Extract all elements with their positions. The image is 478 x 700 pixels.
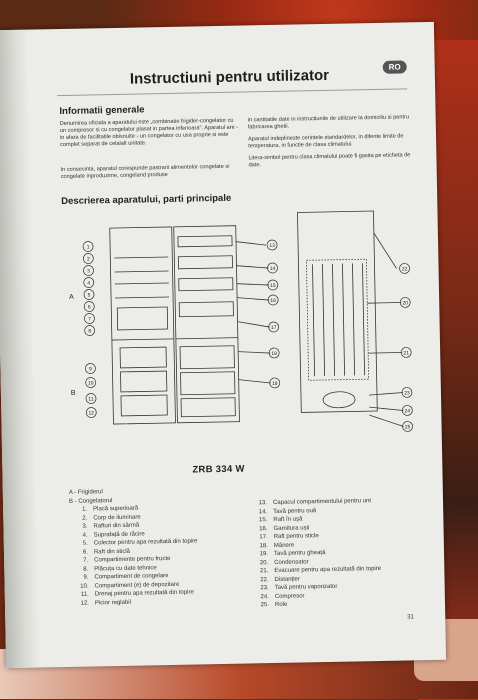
general-info-left-p2: In consecinta, aparatul corespunde pastrarii alimentelor congelate si congelate inproduzime, congeland produse: [60, 163, 230, 181]
model-number: ZRB 334 W: [192, 463, 245, 476]
manual-page: [0, 22, 446, 668]
legend-category-a: A - Frigiderul: [68, 489, 103, 496]
legend-item-number: 1.: [82, 506, 88, 513]
legend-item-label: Compartimente pentru fructe: [94, 555, 171, 564]
callout-12: 12: [88, 410, 95, 417]
legend-item-label: Drenaj pentru apa rezultată din topire: [94, 589, 194, 598]
legend-item-number: 10.: [80, 583, 89, 590]
legend-item-number: 17.: [259, 534, 268, 541]
legend-item-label: Distanțier: [274, 576, 300, 583]
general-info-right-p3: Litera-simbol pentru clasa climatului poate fi gasita pe eticheta de date.: [248, 152, 411, 169]
callout-14: 14: [269, 265, 276, 273]
legend-left: [69, 486, 199, 607]
legend-item-number: 5.: [82, 540, 88, 547]
callout-5: 5: [87, 292, 91, 299]
general-info-left-p1: Denumirea oficiala a aparatului este „combinatie frigider-congelator cu un compresor si cu congelator plasat in partea inferioara". Aparatul are - in afara de facilitatile obisnuite - un congelator cu usa proprie si este complet separat de celalalt unitate.: [59, 117, 239, 149]
legend-item-label: Colector pentru apa rezultată din topire: [93, 538, 198, 547]
legend-item-label: Rafturi din sârmă: [93, 522, 140, 530]
callout-2: 2: [86, 256, 90, 263]
general-info-right-p2: Aparatul indeplineste cerintele standardelor, in diferite limite de temperatura, in functie de clasa climatului.: [248, 133, 404, 150]
legend-item-label: Plăcuța cu date tehnice: [94, 564, 157, 572]
page-title: Instructiuni pentru utilizator: [129, 66, 330, 88]
description-heading: Descrierea aparatului, parti principale: [61, 192, 232, 208]
callout-18: 18: [271, 350, 278, 358]
callout-16: 16: [270, 297, 277, 305]
legend-item-label: Tavă pentru vaporizator: [274, 583, 338, 591]
legend-item-number: 24.: [260, 593, 269, 600]
section-mark-b: B: [70, 389, 76, 397]
callout-3: 3: [87, 268, 91, 275]
general-info-heading: Informatii generale: [59, 104, 145, 118]
callout-13: 13: [269, 242, 275, 250]
callout-9: 9: [88, 366, 92, 373]
callout-19: 19: [271, 380, 278, 388]
legend-item-number: 19.: [259, 551, 269, 558]
legend-item-number: 6.: [82, 549, 89, 556]
legend-item: [71, 597, 199, 608]
page-binding-shadow: [0, 30, 40, 669]
legend-item-number: 18.: [259, 542, 268, 549]
legend-item-label: Compartiment (e) de depozitare: [94, 581, 180, 589]
callout-23: 23: [404, 390, 410, 397]
legend-item-label: Corp de iluminare: [93, 514, 141, 521]
legend-item-number: 15.: [258, 517, 268, 524]
callout-4: 4: [87, 280, 91, 287]
legend-item-label: Tavă pentru ouă: [273, 507, 317, 515]
legend-item-number: 21.: [259, 568, 269, 575]
language-badge: RO: [383, 60, 407, 73]
callout-20: 20: [402, 300, 409, 307]
legend-item-label: Mânere: [273, 542, 295, 549]
legend-item-label: Garnitura ușii: [273, 524, 310, 532]
callout-6: 6: [87, 304, 91, 311]
legend-item-label: Compresor: [274, 592, 305, 600]
section-mark-a: A: [68, 293, 74, 301]
legend-item-label: Suprafață de răcire: [93, 530, 145, 538]
legend-item-number: 13.: [258, 500, 268, 507]
callout-10: 10: [87, 380, 94, 387]
legend-item-number: 7.: [83, 557, 89, 564]
callout-7: 7: [88, 316, 91, 323]
legend-item-number: 23.: [260, 585, 269, 592]
callout-21: 21: [403, 350, 410, 357]
legend-item-label: Tavă pentru gheață: [273, 550, 326, 558]
legend-item-label: Raft în ușă: [273, 516, 303, 524]
legend-item-label: Evacuare pentru apa rezultată din topire: [274, 565, 382, 574]
legend-item-label: Raft pentru sticle: [273, 533, 319, 541]
fridge-cabinet: [110, 227, 176, 424]
legend-item-label: Compartiment de congelare: [94, 573, 169, 581]
legend-item-number: 3.: [82, 523, 88, 530]
legend-item: [251, 599, 382, 610]
legend-item-number: 22.: [260, 576, 269, 583]
legend-item-number: 12.: [80, 600, 89, 607]
legend-item-number: 14.: [258, 508, 268, 515]
legend-category-b: B - Congelatorul: [68, 497, 113, 505]
general-info-right-p1: in cantitatile date in instructiunile de utilizare la domiciliu si pentru fabricarea ghetii.: [247, 114, 410, 131]
legend-right: [249, 497, 382, 610]
fridge-door: [174, 226, 240, 423]
callout-8: 8: [88, 328, 92, 335]
callout-24: 24: [404, 408, 411, 415]
legend-item-number: 4.: [82, 532, 88, 539]
legend-item-label: Condensator: [274, 558, 309, 566]
fridge-diagram: [65, 202, 430, 449]
fridge-back: [297, 211, 377, 412]
legend-item-label: Placă superioară: [93, 505, 139, 513]
callout-17: 17: [270, 324, 277, 332]
callout-25: 25: [404, 424, 411, 431]
page-number: 31: [407, 614, 415, 621]
callout-15: 15: [270, 282, 276, 290]
legend-item-label: Capacul compartimentului pentru unt: [272, 498, 372, 507]
legend-item-label: Picior reglabil: [94, 599, 131, 606]
legend-item-label: Raft din sticlă: [93, 548, 131, 555]
title-divider: [57, 88, 407, 96]
legend-item-number: 16.: [259, 525, 268, 532]
legend-item-number: 8.: [83, 566, 89, 573]
legend-item-number: 11.: [80, 591, 89, 598]
legend-item-number: 2.: [82, 515, 88, 522]
callout-1: 1: [86, 244, 90, 251]
legend-item-number: 9.: [83, 574, 89, 581]
callout-11: 11: [88, 396, 94, 403]
callout-22: 22: [401, 266, 408, 273]
legend-item-number: 25.: [260, 602, 270, 609]
legend-item-number: 20.: [259, 559, 269, 566]
legend-item-label: Role: [274, 601, 288, 608]
